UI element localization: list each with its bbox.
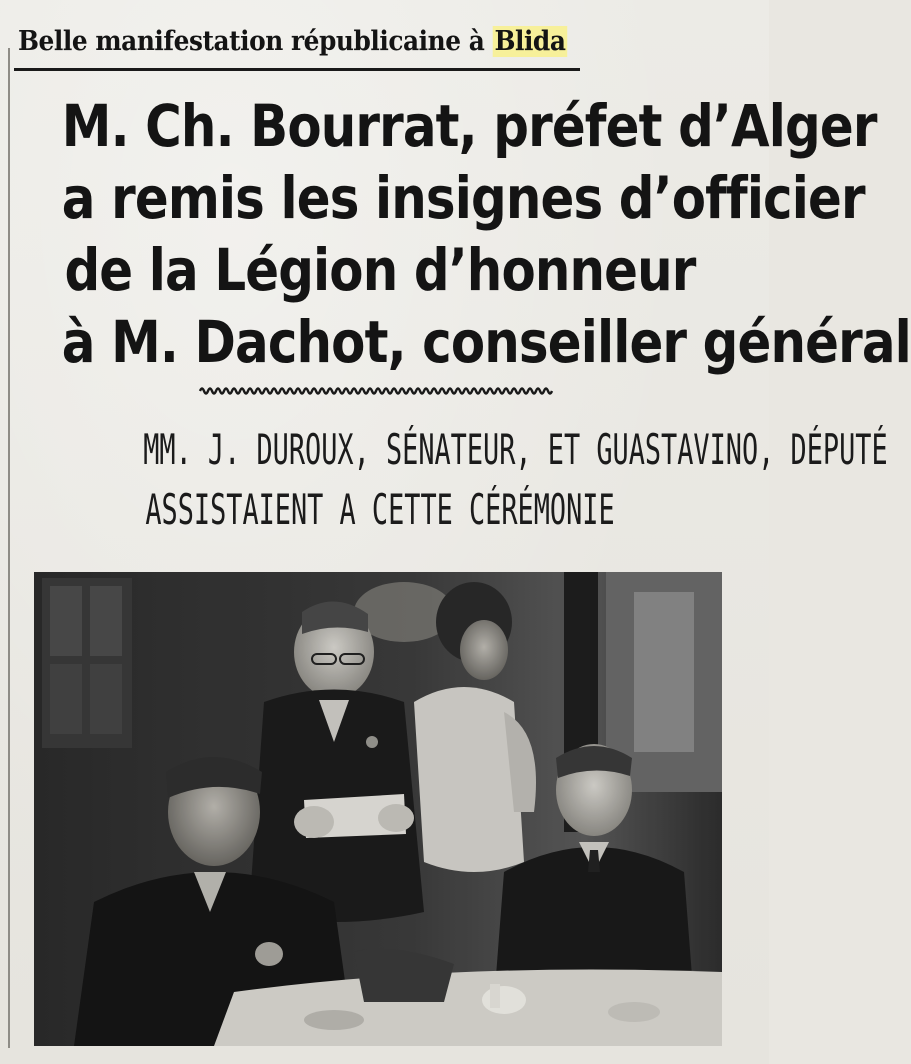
headline-line-4: à M. Dachot, conseiller général — [61, 308, 911, 376]
headline-line-2: a remis les insignes d’officier — [61, 164, 865, 232]
subhead-line-1: MM. J. DUROUX, SÉNATEUR, ET GUASTAVINO, DÉPUTÉ — [143, 425, 888, 474]
headline-line-1: M. Ch. Bourrat, préfet d’Alger — [61, 92, 877, 160]
kicker-line — [18, 26, 567, 57]
headline-line-3: de la Légion d’honneur — [64, 236, 696, 304]
photo-illustration — [34, 572, 722, 1046]
ceremony-photo — [34, 572, 722, 1046]
headline — [10, 90, 911, 378]
subhead-line-2: ASSISTAIENT A CETTE CÉRÉMONIE — [145, 485, 615, 534]
kicker-text: Belle manifestation républicaine à — [18, 26, 493, 57]
subheadline — [10, 420, 888, 540]
kicker-underline — [14, 68, 580, 71]
wavy-divider — [200, 384, 552, 398]
kicker-highlight: Blida — [494, 26, 566, 57]
